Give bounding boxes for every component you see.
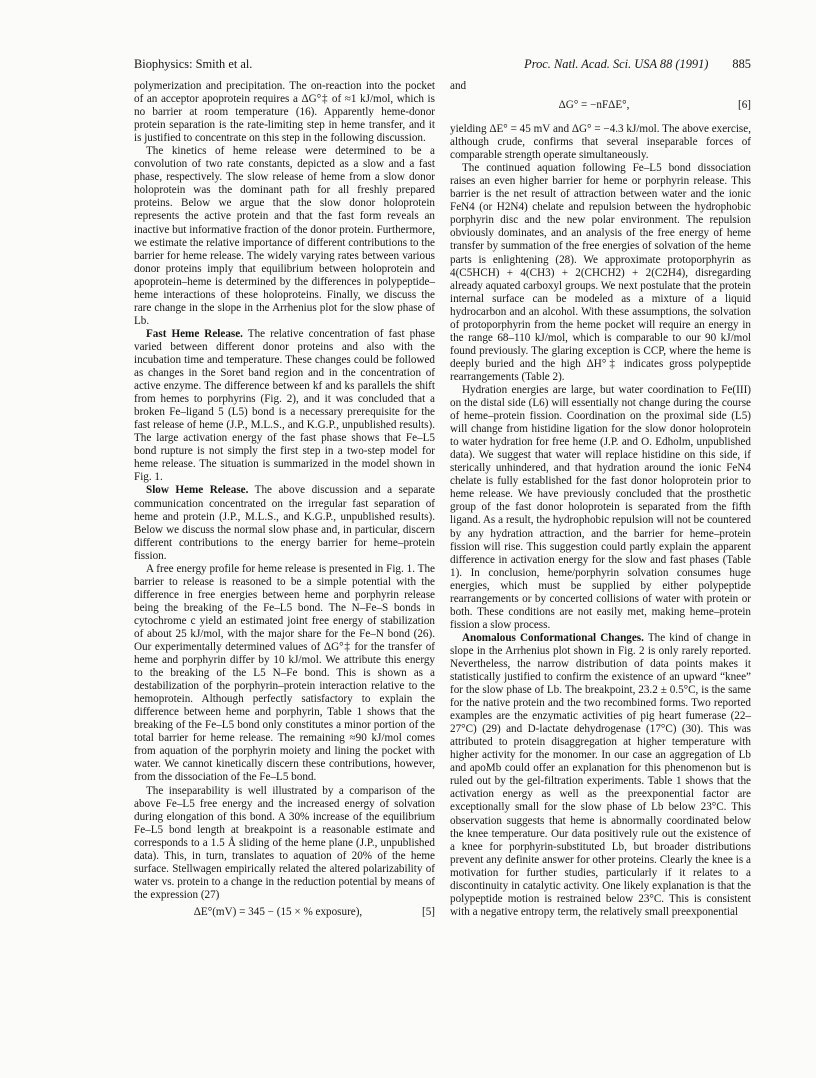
journal-citation: Proc. Natl. Acad. Sci. USA 88 (1991) (524, 57, 709, 71)
section-heading-slow-heme-release: Slow Heme Release. (146, 484, 249, 497)
paragraph: A free energy profile for heme release is presented in Fig. 1. The barrier to release is reasoned to be a simple potential with the difference in free energies between heme and porphyrin release being the breaking of the Fe–L5 bond. The N–Fe–S bonds in cytochrome c yield an estimated joint free energy of stabilization of about 25 kJ/mol, with the major share for the Fe–N bond (26). Our experimentally determined values of ΔG°‡ for the transfer of heme and porphyrin differ by 10 kJ/mol. We attribute this energy to the breaking of the L5 N–Fe bond. This is shown as a destabilization of the porphyrin–protein interaction relative to the hemoprotein. Although perfectly satisfactory to explain the difference between heme and porphyrin, Table 1 shows that the breaking of the Fe–L5 bond only constitutes a minor portion of the total barrier for heme release. The remaining ≈90 kJ/mol comes from aquation of the porphyrin moiety and lining the pocket with water. We cannot kinetically discern these contributions, however, from the dissociation of the Fe–L5 bond. (134, 562, 435, 784)
paragraph: polymerization and precipitation. The on-reaction into the pocket of an acceptor apoprotein requires a ΔG°‡ of ≈1 kJ/mol, which is no barrier at room temperature (16). Apparently heme-donor protein separation is the rate-limiting step in heme transfer, and it is justified to concentrate on this step in the following discussion. (134, 80, 435, 145)
paragraph: The continued aquation following Fe–L5 bond dissociation raises an even higher barrier for heme or porphyrin release. This barrier is the net result of attraction between water and the ionic FeN4 (or H2N4) chelate and repulsion between the hydrophobic porphyrin disc and the new polar environment. The repulsion obviously dominates, and an analysis of the free energy of heme transfer by summation of the free energies of solvation of the heme parts is enlightening (28). We approximate protoporphyrin as 4(C5HCH) + 4(CH3) + 2(CHCH2) + 2(C2H4), disregarding already aquated carboxyl groups. We next postulate that the protein internal surface can be modeled as a mixture of a liquid hydrocarbon and an alcohol. With these assumptions, the solvation of protoporphyrin from the heme pocket will require an energy in the range 68–110 kJ/mol, which is comparable to our 90 kJ/mol found previously. The glaring exception is CCP, where the heme is deeply buried and the high ΔH°‡ indicates gross polypeptide rearrangements (Table 2). (450, 162, 751, 383)
paragraph-text: The above discussion and a separate communication concentrated on the irregular fast separation of heme and protein (J.P., M.L.S., and K.G.P., unpublished results). Below we discuss the normal slow phase and, in particular, discern different contributions to the energy barrier for heme–protein fission. (134, 484, 435, 562)
running-header-left (134, 57, 252, 72)
left-column (134, 80, 435, 930)
right-column (450, 80, 751, 919)
equation-5 (134, 902, 435, 930)
paragraph: The inseparability is well illustrated by a comparison of the above Fe–L5 free energy and the increased energy of solvation during elongation of this bond. A 30% increase of the equilibrium Fe–L5 bond length at breakpoint is a reasonable estimate and corresponds to a 1.5 Å sliding of the heme plane (J.P., unpublished data). This, in turn, translates to aquation of 20% of the heme surface. Stellwagen empirically related the altered polarizability of water vs. protein to a change in the reduction potential by means of the expression (27) (134, 784, 435, 901)
equation-body: ΔE°(mV) = 345 − (15 × % exposure), (193, 905, 363, 918)
equation-body: ΔG° = −nFΔE°, (558, 99, 630, 112)
paragraph: yielding ΔE° = 45 mV and ΔG° = −4.3 kJ/mol. The above exercise, although crude, confirms that several inseparable forces of comparable strength operate simultaneously. (450, 123, 751, 162)
header-title: Biophysics: Smith et al. (134, 57, 253, 71)
connector-text: and (450, 80, 467, 92)
running-header-right (524, 57, 751, 72)
page-number: 885 (732, 57, 751, 71)
paragraph (450, 632, 751, 919)
paragraph: Hydration energies are large, but water coordination to Fe(III) on the distal side (L6) will essentially not change during the course of heme–protein fission. Coordination on the proximal side (L5) will change from histidine ligation for the slow donor holoprotein to water hydration for free heme (J.P. and O. Edholm, unpublished data). We suggest that water will replace histidine on this side, if sterically unhindered, and that hydration around the ionic FeN4 chelate is fully established for the fast donor holoprotein prior to heme release. We have previously concluded that the prosthetic group of the fast donor holoprotein is separated from the fifth ligand. As a result, the hydrophobic repulsion will not be countered by any hydration attraction, and the barrier for heme–protein fission will rise. This suggestion could partly explain the apparent difference in activation energy for the slow and fast phases (Table 1). In conclusion, heme/porphyrin solvation consumes huge energies, which must be supplied by either polypeptide rearrangements or by concerted collisions of water with protein or both. These conditions are not easily met, making heme–protein fission a slow process. (450, 383, 751, 631)
paragraph (134, 484, 435, 562)
paragraph-text: The relative concentration of fast phase varied between different donor proteins and also with the incubation time and temperature. These changes could be followed as changes in the Soret band region and in the concentration of active enzyme. The difference between kf and ks parallels the shift from hemes to porphyrins (Fig. 2), and it was concluded that a broken Fe–ligand 5 (L5) bond is a necessary prerequisite for the fast release of heme (J.P., M.L.S., and K.G.P., unpublished results). The large activation energy of the fast phase shows that Fe–L5 bond rupture is not simply the first step in a two-step model for heme release. The situation is summarized in the model shown in Fig. 1. (134, 327, 436, 484)
paragraph-text: The kind of change in slope in the Arrhenius plot shown in Fig. 2 is only rarely reported. Nevertheless, the narrow distribution of data points makes it statistically justified to confirm the existence of an upward “knee” for the slow phase of Lb. The breakpoint, 23.2 ± 0.5°C, is the same for the native protein and the two recombined forms. Two reported examples are the enzymatic activities of pig heart fumerase (22–27°C) (29) and D-lactate dehydrogenase (17°C) (30). This was attributed to protein disaggregation at higher temperature with higher activity for the monomer. In our case an aggregation of Lb and apoMb could offer an explanation for this phenomenon but is ruled out by the gel-filtration experiments. Table 1 shows that the activation energy as well as the preexponential factor are exceptionally small for the slow phase of Lb below 23°C. This observation suggests that heme is abnormally coordinated below the knee temperature. Our data positively rule out the existence of a knee for porphyrin-substituted Lb, but broader distributions prevent any definite answer for other proteins. Clearly the knee is a motivation for further studies, particularly if it relates to a discontinuity in catalytic activity. One likely explanation is that the polypeptide motion is restrained below 23°C. This is consistent with a negative entropy term, the relatively small preexponential (450, 631, 752, 918)
equation-number: [5] (422, 905, 435, 918)
paragraph (134, 328, 435, 485)
equation-number: [6] (738, 99, 751, 112)
section-heading-anomalous-conformational-changes: Anomalous Conformational Changes. (462, 631, 644, 644)
equation-6 (450, 93, 751, 123)
section-heading-fast-heme-release: Fast Heme Release. (146, 327, 243, 340)
paragraph: The kinetics of heme release were determined to be a convolution of two rate constants, depicted as a slow and a fast phase, respectively. The slow release of heme from a slow donor holoprotein was the dominant path for all freshly prepared proteins. Below we argue that the slow donor holoprotein represents the active protein and that the fast form reveals an inactive but informative fraction of the donor protein. Furthermore, we estimate the relative importance of different contributions to the barrier for heme release. The widely varying rates between various donor proteins imply that equilibrium between holoprotein and apoprotein–heme is determined by the differences in polypeptide–heme interactions of these holoproteins. Finally, we discuss the rare change in the slope in the Arrhenius plot for the slow phase of Lb. (134, 145, 435, 327)
